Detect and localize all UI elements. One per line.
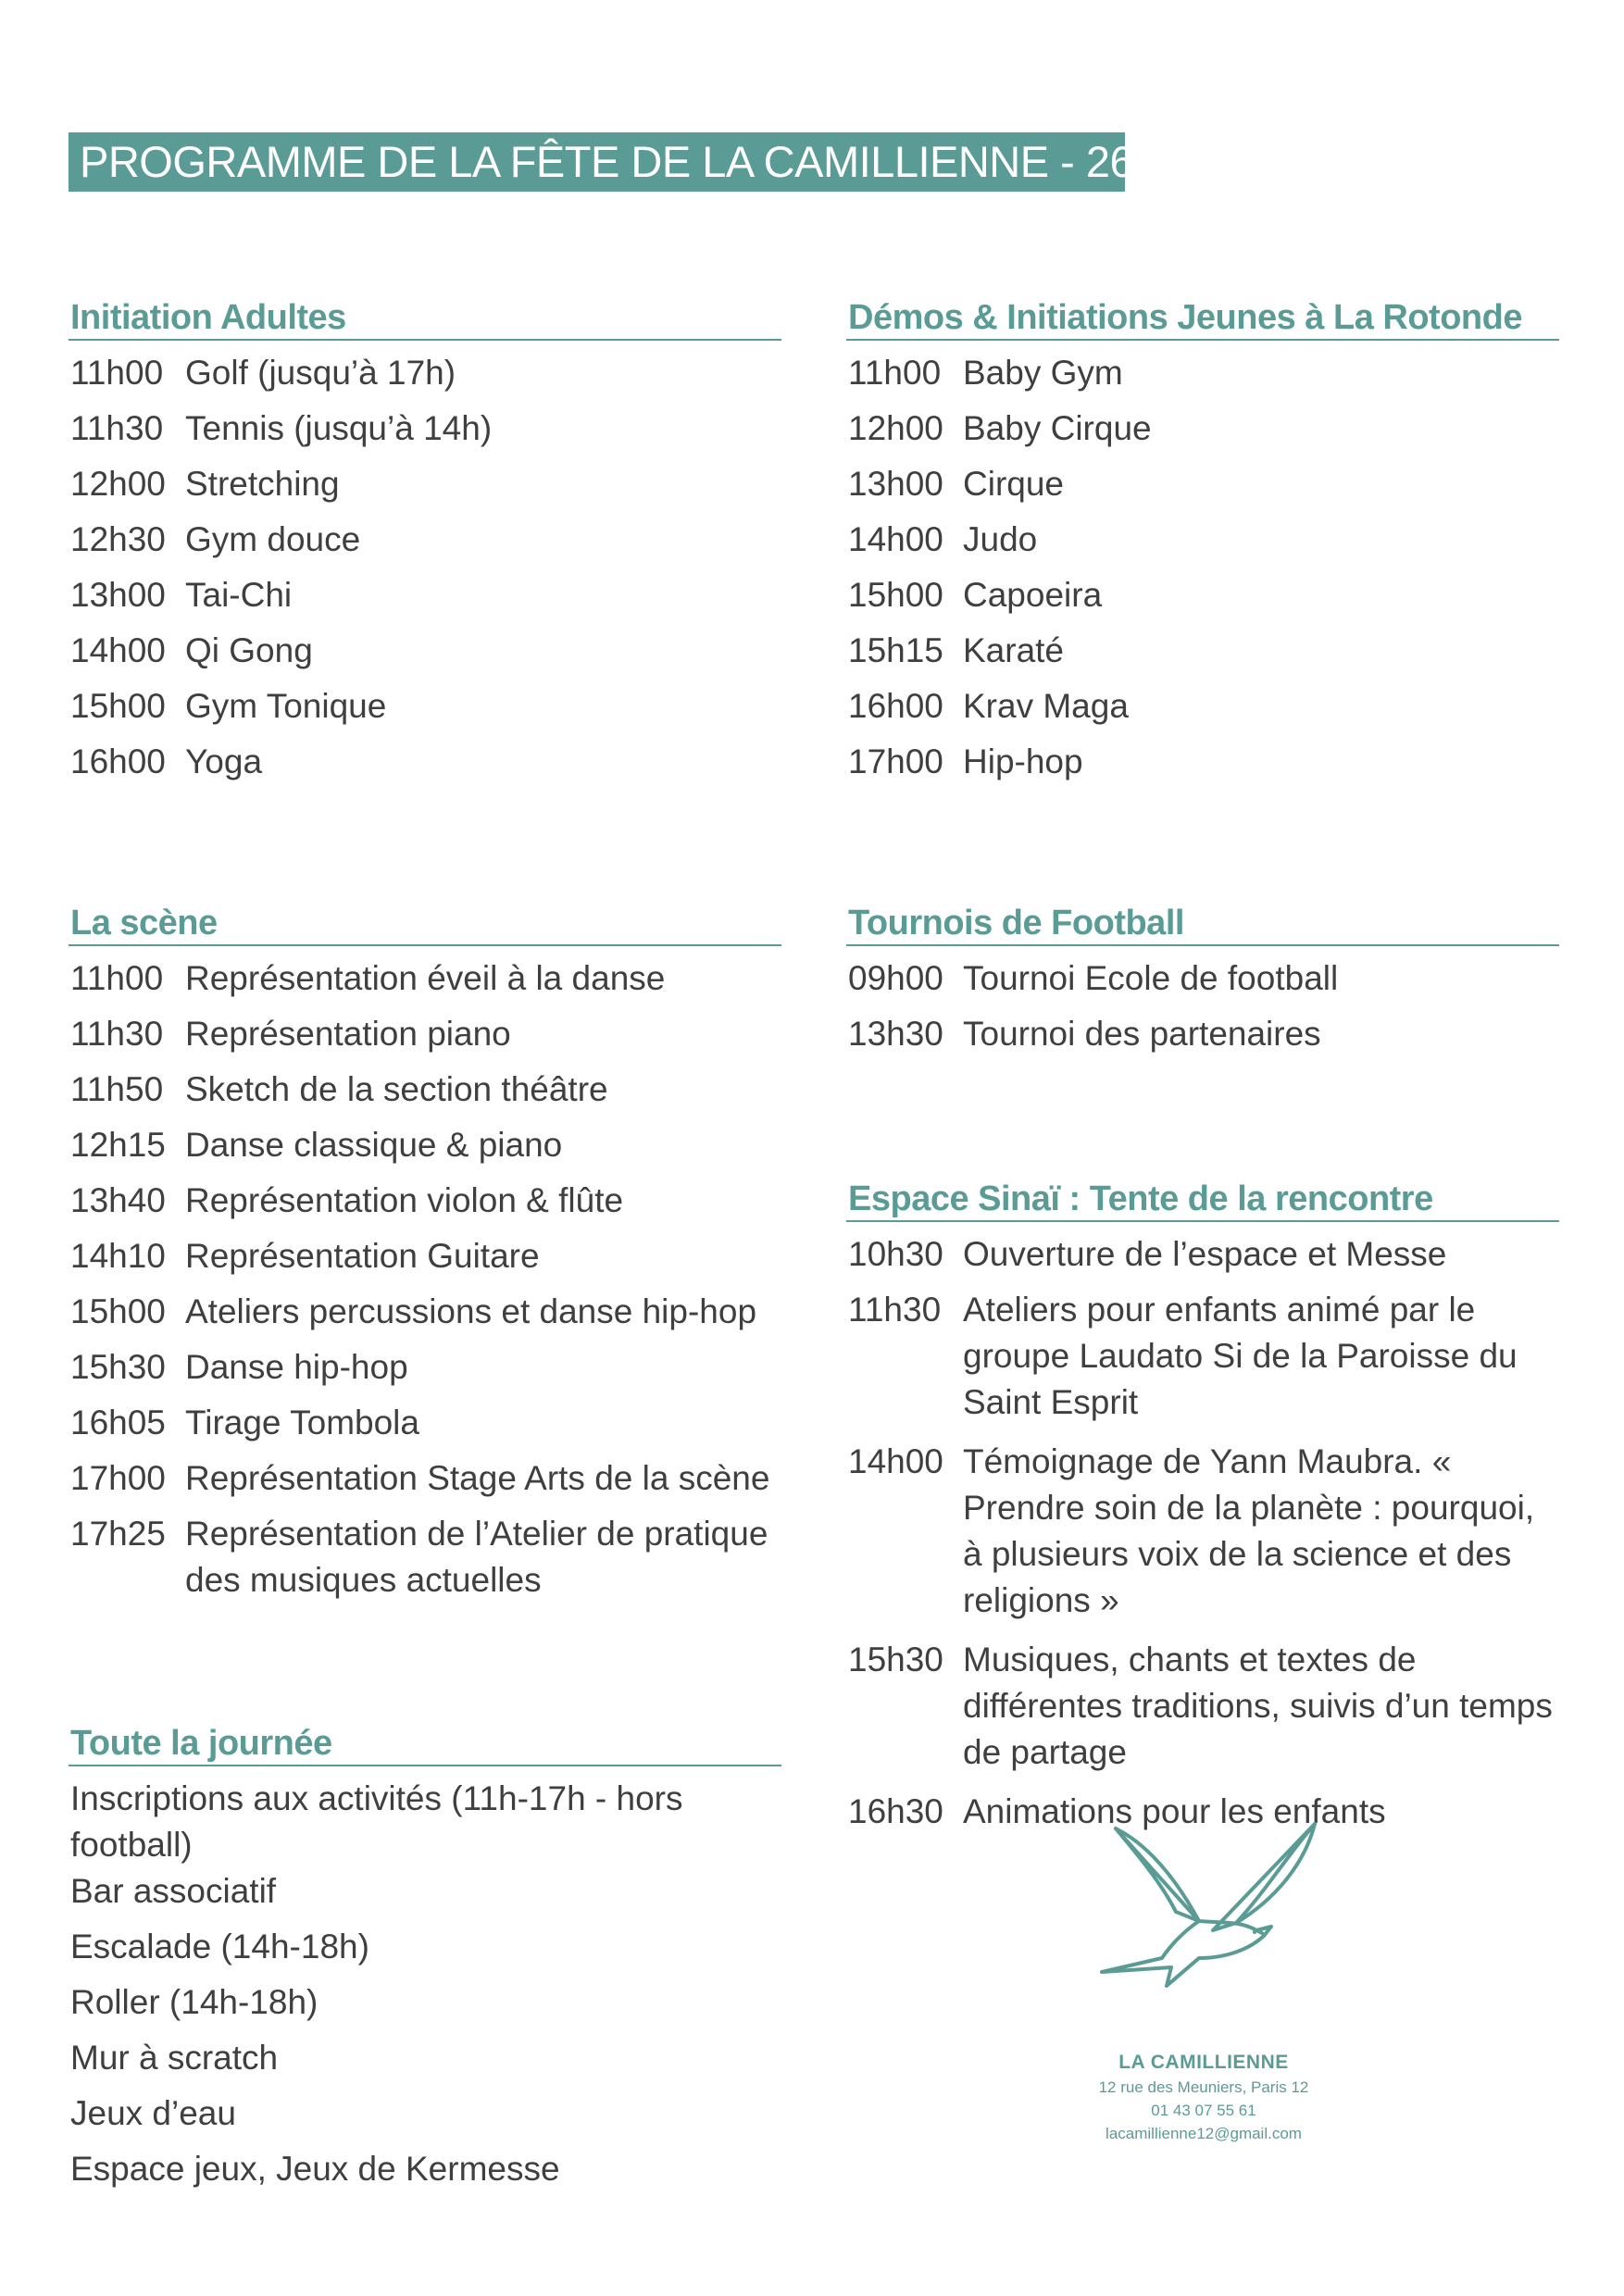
section-initiation-adultes [69,296,781,794]
activity: Cirque [963,465,1064,503]
activity: Baby Gym [963,354,1123,392]
list-item: Roller (14h-18h) [70,1983,319,2021]
section-espace-sinai [846,1178,1559,1844]
time: 12h00 [70,465,166,503]
time: 12h30 [70,520,166,558]
schedule-row [69,572,781,628]
section-tournois-football [846,902,1559,1067]
list-item: Mur à scratch [70,2039,279,2077]
schedule-row [69,1344,781,1400]
section-toute-la-journee [69,1722,781,2202]
activity: Tirage Tombola [185,1404,419,1441]
activity: Ateliers percussions et danse hip-hop [185,1292,757,1330]
list-item: Escalade (14h-18h) [70,1928,369,1965]
time: 17h00 [848,742,943,780]
schedule-row [846,1637,1559,1776]
time: 17h00 [70,1459,166,1497]
schedule-row [846,1011,1559,1067]
time: 10h30 [848,1235,943,1273]
time: 11h50 [70,1070,164,1108]
section-la-scene [69,902,781,1616]
activity: Animations pour les enfants [963,1792,1386,1830]
activity: Ateliers pour enfants animé par le groupe Laudato Si de la Paroisse du Saint Esprit [963,1291,1518,1421]
page-title: PROGRAMME DE LA FÊTE DE LA CAMILLIENNE - 26 JUIN 2021 [69,132,1125,192]
phone: 01 43 07 55 61 [1151,2102,1256,2119]
section-title: Démos & Initiations Jeunes à La Rotonde [846,296,1559,341]
activity: Tournoi des partenaires [963,1015,1321,1053]
activity: Danse hip-hop [185,1348,408,1386]
list-item: Inscriptions aux activités (11h-17h - hors football) [70,1779,683,1864]
section-title: Toute la journée [69,1722,781,1766]
section-demos-jeunes [846,296,1559,794]
schedule-row [69,1122,781,1178]
activity: Yoga [185,742,263,780]
activity: Tai-Chi [185,576,293,614]
schedule-row [69,1511,781,1603]
schedule-row [69,461,781,517]
activity: Golf (jusqu’à 17h) [185,354,456,392]
activity: Représentation Guitare [185,1237,540,1275]
schedule-row [69,350,781,406]
time: 14h00 [848,1442,943,1480]
time: 12h15 [70,1126,166,1164]
schedule-row [69,1455,781,1511]
schedule-row [69,683,781,739]
schedule-row [846,517,1559,572]
schedule-row [846,461,1559,517]
activity: Hip-hop [963,742,1083,780]
time: 16h00 [848,687,943,725]
time: 11h30 [70,1015,164,1053]
time: 13h00 [848,465,943,503]
time: 15h00 [70,1292,166,1330]
organization-name: LA CAMILLIENNE [1118,2052,1289,2073]
schedule-row [69,1067,781,1122]
schedule-row [846,955,1559,1011]
address: 12 rue des Meuniers, Paris 12 [1098,2078,1309,2096]
schedule-row [846,683,1559,739]
schedule-row [846,1439,1559,1624]
schedule-row [846,739,1559,794]
activity: Baby Cirque [963,409,1152,447]
schedule-row [69,739,781,794]
organization-contact [1065,2050,1343,2145]
activity: Qi Gong [185,631,313,669]
schedule-row [846,1287,1559,1426]
activity: Représentation Stage Arts de la scène [185,1459,770,1497]
activity: Représentation de l’Atelier de pratique des musiques actuelles [185,1515,768,1599]
time: 09h00 [848,959,943,997]
activity: Sketch de la section théâtre [185,1070,608,1108]
activity: Gym douce [185,520,361,558]
activity: Représentation piano [185,1015,511,1053]
section-title: Tournois de Football [846,902,1559,946]
time: 12h00 [848,409,943,447]
schedule-row [69,517,781,572]
time: 13h40 [70,1181,166,1219]
list-item: Espace jeux, Jeux de Kermesse [70,2150,560,2188]
list-item: Bar associatif [70,1872,277,1910]
schedule-row [846,572,1559,628]
time: 16h00 [70,742,166,780]
schedule-row [69,1233,781,1289]
schedule-row [69,955,781,1011]
activity: Judo [963,520,1038,558]
section-title: Espace Sinaï : Tente de la rencontre [846,1178,1559,1222]
activity: Représentation éveil à la danse [185,959,666,997]
activity: Krav Maga [963,687,1129,725]
activity: Témoignage de Yann Maubra. « Prendre soin de la planète : pourquoi, à plusieurs voix de la science et des religions » [963,1442,1535,1619]
time: 11h00 [70,959,164,997]
schedule-row [69,1400,781,1455]
activity: Stretching [185,465,340,503]
schedule-row [69,1178,781,1233]
schedule-row [69,406,781,461]
time: 15h00 [848,576,943,614]
time: 11h30 [848,1291,942,1329]
time: 15h00 [70,687,166,725]
activity: Capoeira [963,576,1103,614]
time: 11h00 [848,354,942,392]
activity: Musiques, chants et textes de différentes traditions, suivis d’un temps de partage [963,1641,1553,1771]
schedule-row [846,1231,1559,1287]
schedule-row [846,628,1559,683]
time: 15h30 [70,1348,166,1386]
time: 14h10 [70,1237,166,1275]
time: 17h25 [70,1515,166,1553]
activity: Danse classique & piano [185,1126,563,1164]
time: 14h00 [848,520,943,558]
activity: Karaté [963,631,1065,669]
schedule-row [69,628,781,683]
schedule-row [846,406,1559,461]
time: 13h00 [70,576,166,614]
dove-icon [1097,1819,1329,2004]
time: 11h00 [70,354,164,392]
section-title: La scène [69,902,781,946]
section-title: Initiation Adultes [69,296,781,341]
activity: Gym Tonique [185,687,387,725]
activity: Tennis (jusqu’à 14h) [185,409,493,447]
email: lacamillienne12@gmail.com [1106,2125,1302,2142]
time: 15h30 [848,1641,943,1678]
time: 13h30 [848,1015,943,1053]
time: 11h30 [70,409,164,447]
activity: Ouverture de l’espace et Messe [963,1235,1447,1273]
time: 14h00 [70,631,166,669]
activity: Représentation violon & flûte [185,1181,624,1219]
schedule-row [69,1011,781,1067]
time: 16h05 [70,1404,166,1441]
time: 16h30 [848,1792,943,1830]
schedule-row [69,1289,781,1344]
time: 15h15 [848,631,943,669]
activity: Tournoi Ecole de football [963,959,1339,997]
schedule-row [846,350,1559,406]
list-item: Jeux d’eau [70,2094,236,2132]
